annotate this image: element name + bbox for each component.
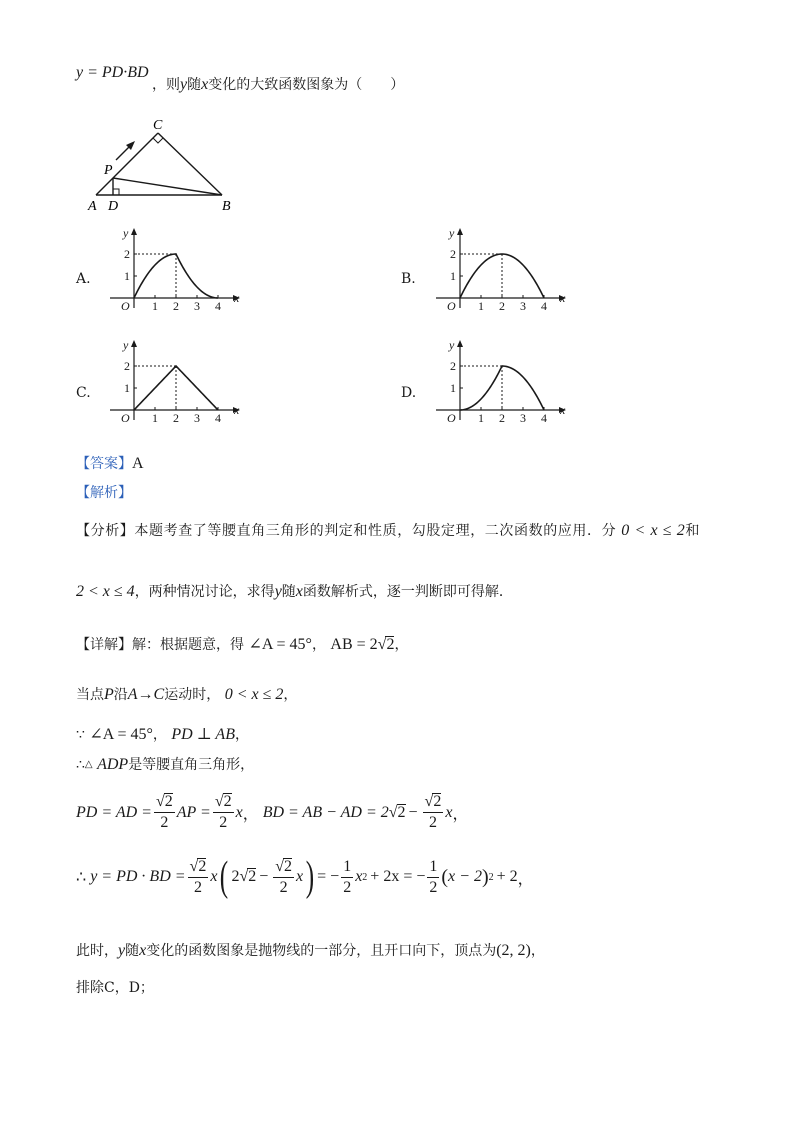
y-tick-label: 1 <box>450 381 456 395</box>
y-tick-label: 2 <box>450 359 456 373</box>
x-axis-label: x <box>560 403 566 417</box>
origin-label: O <box>121 299 130 310</box>
x-tick-label: 1 <box>478 411 484 422</box>
label-b: B <box>222 199 231 214</box>
answer-tag: 【答案】 <box>76 456 132 472</box>
fenxi-line-2: 2 < x ≤ 4，两种情况讨论，求得y随x函数解析式，逐一判断即可得解． <box>76 583 513 600</box>
x-tick-label: 4 <box>541 411 547 422</box>
detail-line-4: ∴△ ADP是等腰直角三角形， <box>76 756 255 773</box>
x-axis-label: x <box>560 291 566 305</box>
option-a-graph <box>108 222 248 310</box>
y-axis-label: y <box>123 226 129 240</box>
x-tick-label: 4 <box>215 411 221 422</box>
y-axis-label: y <box>123 338 129 352</box>
option-c-graph <box>108 334 248 422</box>
x-tick-label: 2 <box>173 299 179 310</box>
y-axis-label: y <box>449 338 455 352</box>
option-a-letter: A. <box>76 271 91 287</box>
x-tick-label: 2 <box>173 411 179 422</box>
x-tick-label: 1 <box>152 411 158 422</box>
question-formula: y = PD·BD <box>76 64 149 81</box>
y-tick-label: 2 <box>124 359 130 373</box>
side-cb <box>158 133 222 195</box>
triangle-figure <box>80 112 250 216</box>
x-axis-label: x <box>234 403 240 417</box>
origin-label: O <box>121 411 130 422</box>
analysis-tag: 【解析】 <box>76 485 132 501</box>
equation-1: PD = AD = $\frac{√2}{2}$ AP = $\frac{√2}{2}$ x ， BD = AB − AD = 2 √ 2 − $\frac{√2}{2}$ x ， <box>76 793 469 831</box>
option-d-graph <box>434 334 574 422</box>
question-prompt: ，则y随x变化的大致函数图象为（ ） <box>152 76 405 93</box>
x-tick-label: 2 <box>499 299 505 310</box>
y-tick-label: 2 <box>450 247 456 261</box>
conclusion-line: 此时，y随x变化的函数图象是抛物线的一部分，且开口向下，顶点为(2, 2)， <box>76 942 545 959</box>
y-axis-arrow-icon <box>131 228 137 235</box>
y-axis-arrow-icon <box>457 228 463 235</box>
detail-line-1: 【详解】解：根据题意，得 ∠A = 45°， AB = 2√2， <box>76 636 409 653</box>
x-tick-label: 1 <box>152 299 158 310</box>
option-b-letter: B. <box>401 271 416 287</box>
x-tick-label: 1 <box>478 299 484 310</box>
fenxi-line-1: 【分析】本题考查了等腰直角三角形的判定和性质，勾股定理，二次函数的应用．分 0 < x ≤ 2和 <box>76 522 700 539</box>
label-p: P <box>104 163 113 178</box>
x-tick-label: 2 <box>499 411 505 422</box>
right-angle-d-mark <box>113 189 119 195</box>
y-axis-arrow-icon <box>131 340 137 347</box>
exclude-line: 排除C，D； <box>76 980 154 996</box>
x-axis-label: x <box>234 291 240 305</box>
answer-line <box>76 455 144 473</box>
x-tick-label: 3 <box>520 299 526 310</box>
x-tick-label: 3 <box>194 411 200 422</box>
label-c: C <box>153 118 163 133</box>
y-tick-label: 1 <box>124 269 130 283</box>
x-tick-label: 4 <box>215 299 221 310</box>
label-a: A <box>88 199 97 214</box>
x-tick-label: 4 <box>541 299 547 310</box>
answer-value: A <box>132 455 144 472</box>
y-axis-label: y <box>449 226 455 240</box>
option-d-letter: D. <box>401 385 417 401</box>
origin-label: O <box>447 299 456 310</box>
x-tick-label: 3 <box>194 299 200 310</box>
detail-line-2: 当点P沿A→C运动时， 0 < x ≤ 2， <box>76 686 298 703</box>
label-d: D <box>108 199 119 214</box>
right-angle-c-mark <box>153 138 163 143</box>
question-line <box>76 64 149 82</box>
y-tick-label: 2 <box>124 247 130 261</box>
segment-pb <box>113 178 222 195</box>
origin-label: O <box>447 411 456 422</box>
option-c-letter: C. <box>76 385 91 401</box>
detail-line-3: ∵ ∠A = 45°， PD ⊥ AB， <box>76 726 249 743</box>
y-tick-label: 1 <box>124 381 130 395</box>
y-tick-label: 1 <box>450 269 456 283</box>
y-axis-arrow-icon <box>457 340 463 347</box>
x-tick-label: 3 <box>520 411 526 422</box>
option-b-graph <box>434 222 574 310</box>
equation-2: ∴ y = PD · BD = $\frac{√2}{2}$ x ( 2√2 − $\frac{√2}{2}$ x ) = − $\frac{1}{2}$ x 2 + 2x = − $\frac{1}{2}$ ( x − 2 ) 2 + 2 ， <box>76 854 534 900</box>
